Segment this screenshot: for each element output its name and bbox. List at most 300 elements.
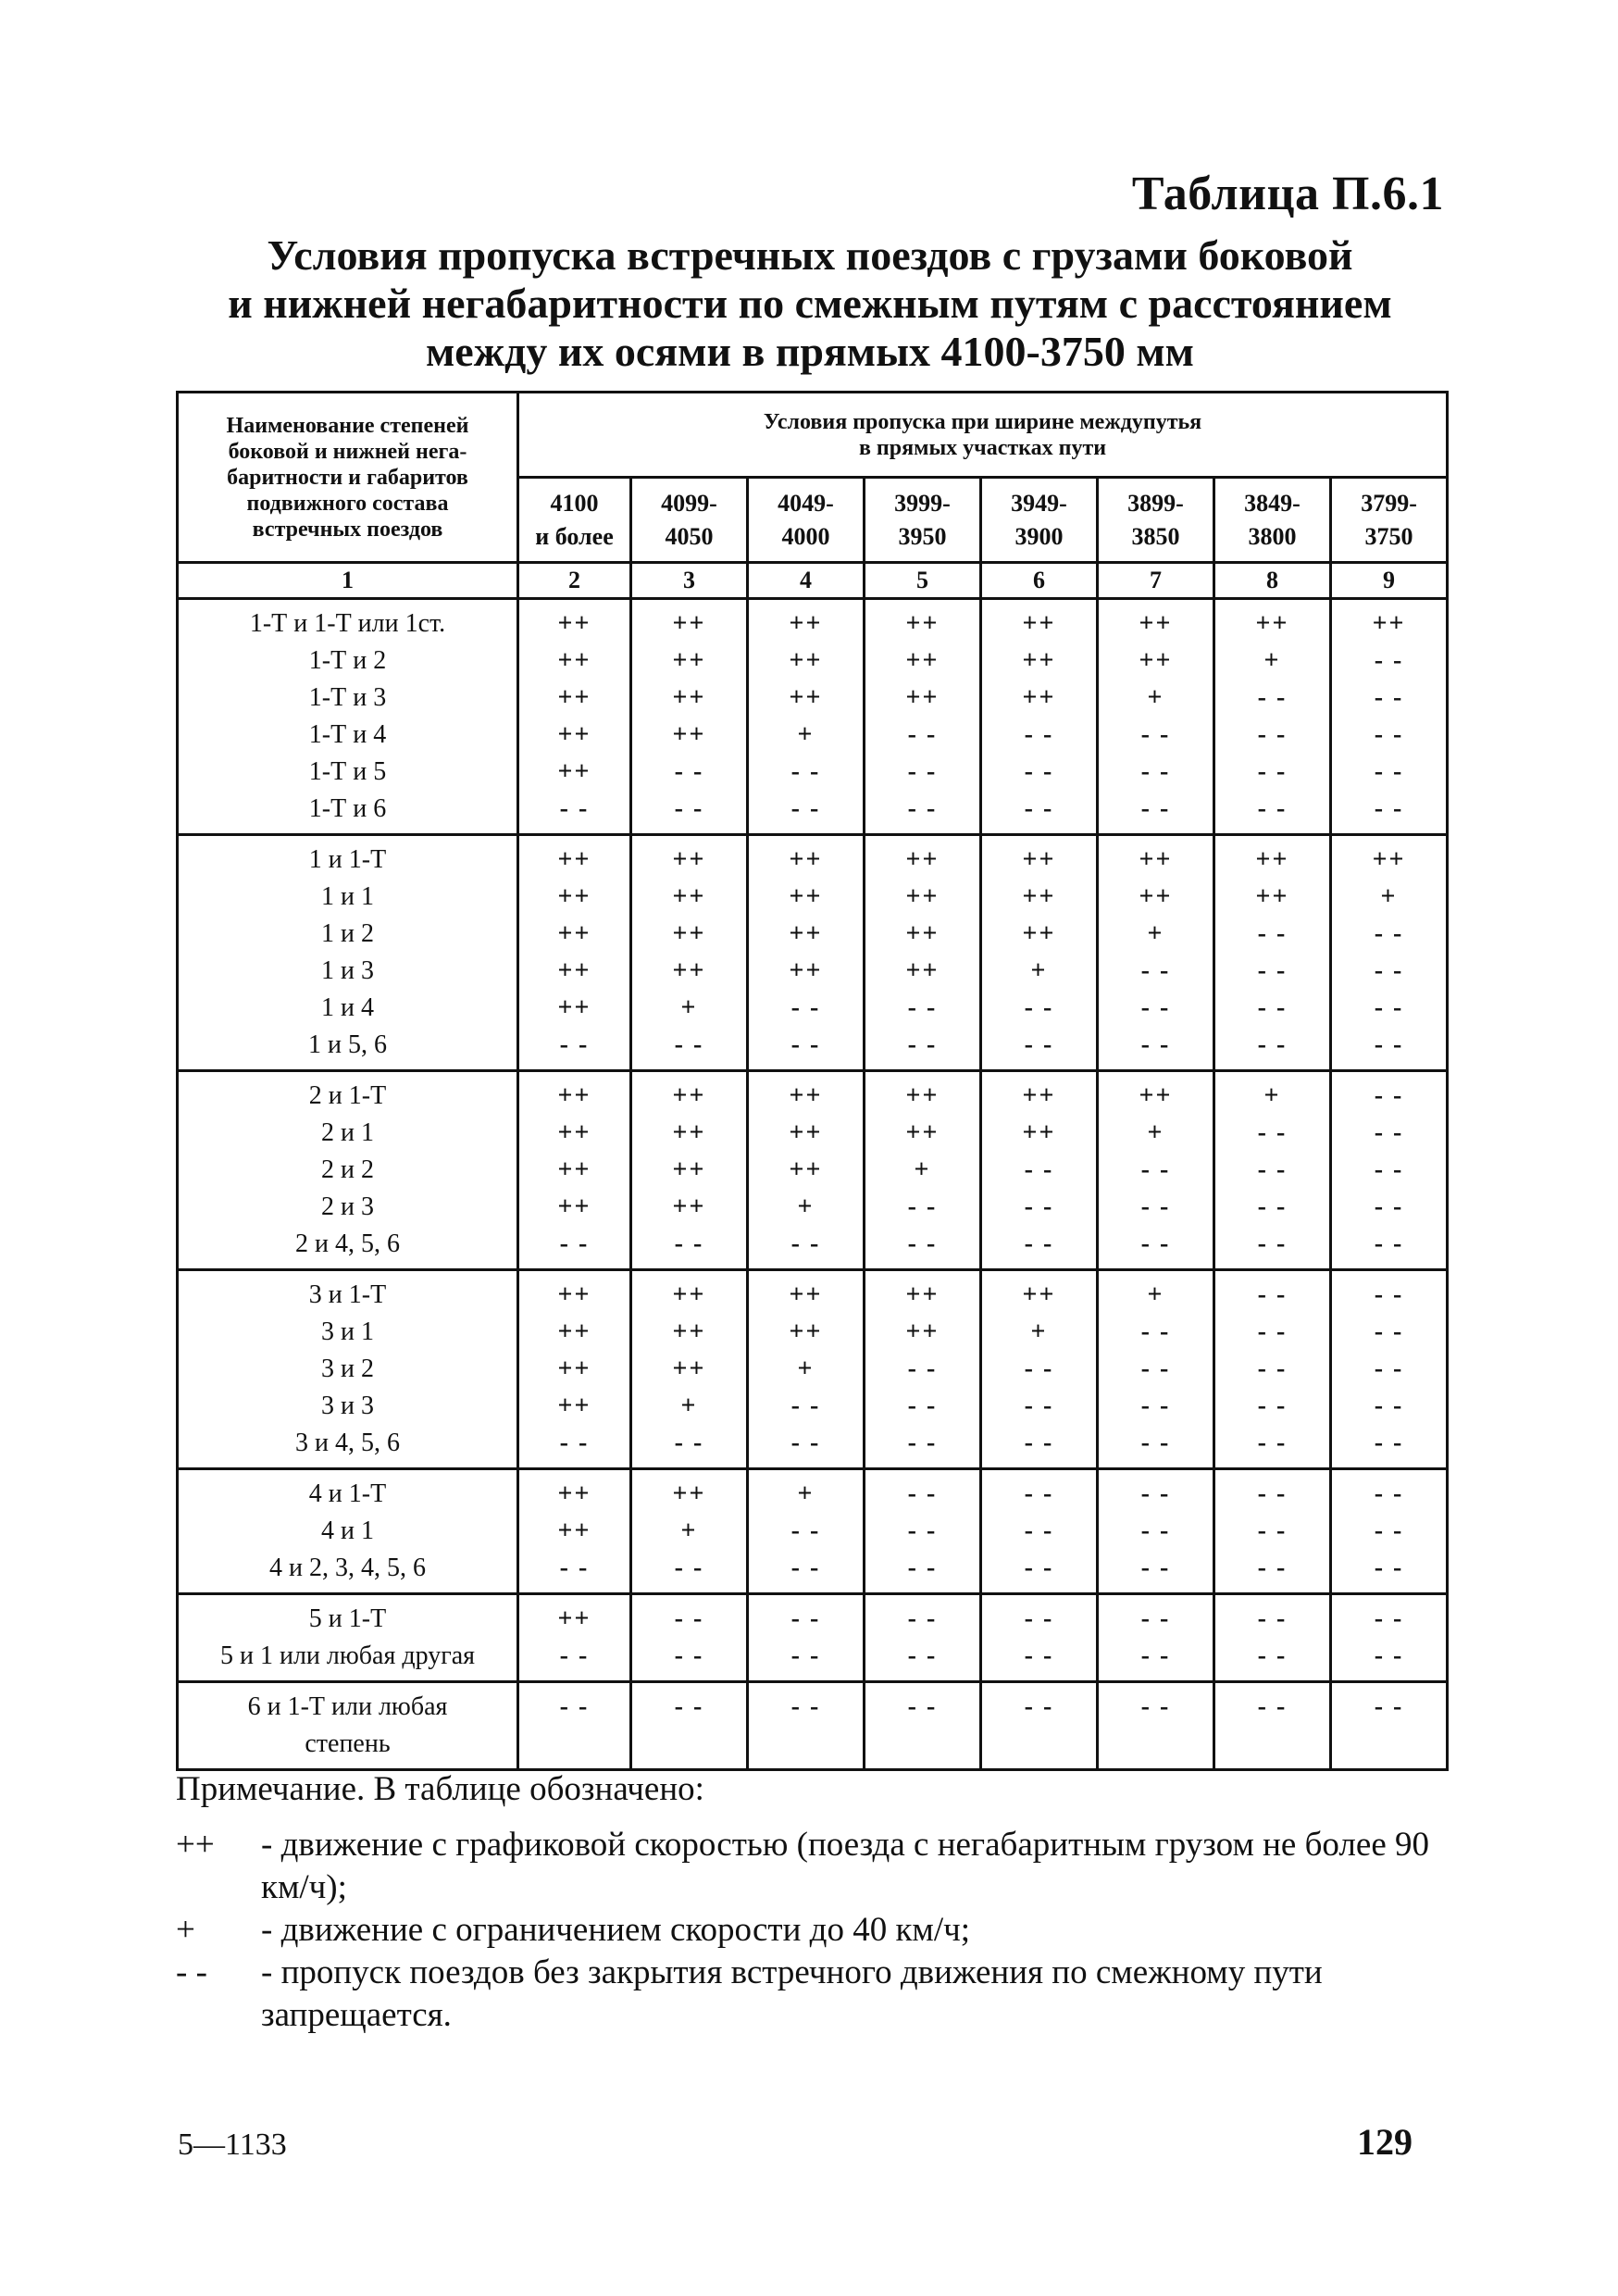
- value-column: [748, 1682, 865, 1770]
- cell-value: - -: [1140, 1155, 1171, 1184]
- row-name: 4 и 1-Т: [308, 1479, 387, 1508]
- row-name: 4 и 2, 3, 4, 5, 6: [269, 1554, 426, 1582]
- cell-value: - -: [559, 794, 590, 823]
- cell-value: [982, 1726, 1096, 1763]
- row-name: 3 и 4, 5, 6: [295, 1429, 400, 1457]
- cell-value: ++: [672, 1354, 706, 1383]
- value-column: [1098, 1594, 1214, 1682]
- value-column: [865, 1594, 981, 1682]
- title-line: Условия пропуска встречных поездов с грузами боковой: [267, 231, 1353, 279]
- row-name: 1 и 2: [321, 919, 374, 948]
- cell-value: ++: [1372, 845, 1406, 874]
- value-column: [748, 1071, 865, 1270]
- header-width-line: 4100: [550, 489, 599, 517]
- cell-value: - -: [1257, 956, 1288, 985]
- cell-value: - -: [1257, 1554, 1288, 1582]
- cell-value: ++: [1139, 1081, 1173, 1110]
- cell-value: +: [797, 1479, 815, 1508]
- row-names: [178, 1469, 518, 1594]
- cell-value: ++: [557, 1280, 591, 1309]
- cell-value: - -: [790, 1692, 821, 1721]
- cell-value: - -: [1140, 1429, 1171, 1457]
- cell-value: - -: [1024, 1155, 1054, 1184]
- value-column: [1214, 835, 1331, 1071]
- cell-value: ++: [557, 1118, 591, 1147]
- value-column: [518, 1469, 631, 1594]
- cell-value: - -: [674, 1641, 704, 1670]
- cell-value: - -: [1257, 1692, 1288, 1721]
- row-name: 2 и 4, 5, 6: [295, 1229, 400, 1258]
- value-column: [865, 599, 981, 835]
- cell-value: +: [1263, 646, 1281, 675]
- cell-value: - -: [1257, 1118, 1288, 1147]
- cell-value: +: [1147, 683, 1164, 712]
- header-width-col: [981, 478, 1098, 563]
- cell-value: ++: [905, 1280, 940, 1309]
- cell-value: ++: [789, 882, 823, 911]
- value-column: [1331, 1071, 1448, 1270]
- cell-value: ++: [789, 956, 823, 985]
- cell-value: - -: [1374, 794, 1404, 823]
- cell-value: - -: [1024, 1604, 1054, 1633]
- cell-value: - -: [1257, 757, 1288, 786]
- row-group: [178, 1071, 1448, 1270]
- cell-value: ++: [672, 1280, 706, 1309]
- header-width-col: [865, 478, 981, 563]
- header-width-line: 3849-: [1244, 489, 1301, 517]
- cell-value: ++: [789, 1155, 823, 1184]
- cell-value: - -: [559, 1030, 590, 1059]
- cell-value: ++: [672, 1192, 706, 1221]
- column-number: 4: [748, 563, 865, 599]
- cell-value: +: [680, 993, 698, 1022]
- cell-value: ++: [1022, 882, 1056, 911]
- cell-value: - -: [559, 1429, 590, 1457]
- cell-value: - -: [1374, 1280, 1404, 1309]
- cell-value: - -: [1257, 1317, 1288, 1346]
- cell-value: ++: [557, 882, 591, 911]
- cell-value: - -: [1140, 1554, 1171, 1582]
- cell-value: - -: [1374, 919, 1404, 948]
- value-column: [748, 835, 865, 1071]
- cell-value: - -: [790, 1030, 821, 1059]
- page-number: 129: [1357, 2121, 1413, 2163]
- cell-value: - -: [559, 1554, 590, 1582]
- value-column: [1214, 1469, 1331, 1594]
- note-title: Примечание. В таблице обозначено:: [176, 1770, 704, 1808]
- cell-value: - -: [790, 1516, 821, 1545]
- cell-value: - -: [1374, 1229, 1404, 1258]
- value-column: [518, 1270, 631, 1469]
- cell-value: - -: [907, 1391, 938, 1420]
- cell-value: ++: [557, 1192, 591, 1221]
- cell-value: - -: [674, 1429, 704, 1457]
- cell-value: - -: [907, 1479, 938, 1508]
- cell-value: - -: [1140, 1692, 1171, 1721]
- value-column: [1214, 1594, 1331, 1682]
- header-width-line: 3750: [1364, 522, 1413, 550]
- cell-value: ++: [905, 683, 940, 712]
- cell-value: - -: [1140, 720, 1171, 749]
- cell-value: - -: [1024, 1429, 1054, 1457]
- column-number: 9: [1331, 563, 1448, 599]
- cell-value: ++: [905, 1081, 940, 1110]
- header-width-col: [518, 478, 631, 563]
- cell-value: ++: [557, 1391, 591, 1420]
- cell-value: ++: [905, 845, 940, 874]
- header-group-line: Условия пропуска при ширине междупутья: [763, 409, 1202, 434]
- row-names: [178, 1270, 518, 1469]
- cell-value: - -: [1140, 757, 1171, 786]
- cell-value: [632, 1726, 746, 1763]
- cell-value: - -: [790, 993, 821, 1022]
- cell-value: [749, 1726, 863, 1763]
- cell-value: ++: [905, 646, 940, 675]
- header-width-col: [1214, 478, 1331, 563]
- note-text: - движение с графиковой скоростью (поезда с негабаритным грузом не более 90 км/ч);: [261, 1826, 1429, 1906]
- row-group: [178, 1594, 1448, 1682]
- cell-value: - -: [1374, 1479, 1404, 1508]
- note-text: - пропуск поездов без закрытия встречного движения по смежному пути запрещается.: [261, 1953, 1323, 2034]
- cell-value: [1332, 1726, 1446, 1763]
- cell-value: - -: [790, 1554, 821, 1582]
- cell-value: - -: [1140, 1030, 1171, 1059]
- cell-value: - -: [1024, 794, 1054, 823]
- header-width-col: [1098, 478, 1214, 563]
- value-column: [865, 835, 981, 1071]
- cell-value: - -: [907, 1354, 938, 1383]
- cell-value: [865, 1726, 979, 1763]
- cell-value: - -: [1374, 1192, 1404, 1221]
- row-group: [178, 1270, 1448, 1469]
- cell-value: +: [680, 1516, 698, 1545]
- cell-value: - -: [1257, 1641, 1288, 1670]
- cell-value: ++: [1139, 646, 1173, 675]
- cell-value: - -: [1140, 1354, 1171, 1383]
- value-column: [1098, 1270, 1214, 1469]
- cell-value: - -: [1374, 956, 1404, 985]
- cell-value: ++: [905, 609, 940, 638]
- row-names: [178, 1682, 518, 1770]
- row-names: [178, 835, 518, 1071]
- cell-value: ++: [672, 1317, 706, 1346]
- cell-value: ++: [672, 1118, 706, 1147]
- cell-value: ++: [672, 720, 706, 749]
- cell-value: - -: [1374, 646, 1404, 675]
- cell-value: ++: [789, 1118, 823, 1147]
- cell-value: - -: [1140, 1516, 1171, 1545]
- cell-value: +: [1147, 919, 1164, 948]
- header-width-line: 3800: [1248, 522, 1297, 550]
- header-name-line: баритности и габаритов: [227, 465, 468, 490]
- cell-value: ++: [789, 845, 823, 874]
- cell-value: - -: [1257, 1479, 1288, 1508]
- cell-value: - -: [1257, 683, 1288, 712]
- row-names: [178, 599, 518, 835]
- cell-value: - -: [1257, 1516, 1288, 1545]
- cell-value: - -: [1374, 1391, 1404, 1420]
- value-column: [1214, 1682, 1331, 1770]
- header-width-line: 4099-: [661, 489, 717, 517]
- value-column: [981, 835, 1098, 1071]
- cell-value: ++: [1372, 609, 1406, 638]
- cell-value: - -: [1024, 1554, 1054, 1582]
- cell-value: ++: [557, 919, 591, 948]
- row-name: 1 и 1-Т: [308, 845, 387, 874]
- row-name: 1-Т и 3: [308, 683, 387, 712]
- cell-value: ++: [789, 609, 823, 638]
- cell-value: - -: [559, 1641, 590, 1670]
- value-column: [1214, 599, 1331, 835]
- cell-value: - -: [1257, 1192, 1288, 1221]
- cell-value: +: [1030, 956, 1048, 985]
- row-group: [178, 835, 1448, 1071]
- row-name: 1-Т и 6: [308, 794, 387, 823]
- header-group-line: в прямых участках пути: [858, 435, 1107, 460]
- title-line: и нижней негабаритности по смежным путям с расстоянием: [228, 280, 1392, 327]
- cell-value: - -: [1140, 1604, 1171, 1633]
- row-name: 5 и 1 или любая другая: [219, 1641, 476, 1670]
- row-group: [178, 1469, 1448, 1594]
- row-name: 2 и 1: [321, 1118, 374, 1147]
- value-column: [1098, 1682, 1214, 1770]
- cell-value: ++: [557, 757, 591, 786]
- cell-value: +: [797, 1354, 815, 1383]
- column-number: 5: [865, 563, 981, 599]
- cell-value: - -: [1024, 1391, 1054, 1420]
- cell-value: +: [797, 720, 815, 749]
- row-name: 1 и 1: [321, 882, 374, 911]
- cell-value: ++: [672, 683, 706, 712]
- cell-value: - -: [1374, 1641, 1404, 1670]
- cell-value: - -: [907, 1030, 938, 1059]
- cell-value: ++: [1022, 609, 1056, 638]
- note-item: [176, 1909, 1453, 1952]
- value-column: [631, 1682, 748, 1770]
- cell-value: - -: [790, 1604, 821, 1633]
- cell-value: - -: [1374, 1354, 1404, 1383]
- cell-value: - -: [1257, 1391, 1288, 1420]
- header-width-line: 4000: [781, 522, 830, 550]
- cell-value: [1215, 1726, 1329, 1763]
- value-column: [865, 1682, 981, 1770]
- cell-value: ++: [557, 1081, 591, 1110]
- cell-value: - -: [674, 1604, 704, 1633]
- cell-value: - -: [1257, 794, 1288, 823]
- note-text: - движение с ограничением скорости до 40 км/ч;: [261, 1911, 970, 1949]
- cell-value: - -: [1140, 1317, 1171, 1346]
- value-column: [1098, 599, 1214, 835]
- row-name: 3 и 1: [321, 1317, 374, 1346]
- cell-value: - -: [1374, 1118, 1404, 1147]
- cell-value: - -: [790, 794, 821, 823]
- column-number: 8: [1214, 563, 1331, 599]
- cell-value: +: [1263, 1081, 1281, 1110]
- column-number: 3: [631, 563, 748, 599]
- cell-value: ++: [557, 845, 591, 874]
- cell-value: - -: [1374, 993, 1404, 1022]
- cell-value: - -: [1140, 1229, 1171, 1258]
- value-column: [631, 599, 748, 835]
- row-name: 1-Т и 5: [308, 757, 387, 786]
- value-column: [1331, 835, 1448, 1071]
- column-number: 2: [518, 563, 631, 599]
- cell-value: +: [1380, 882, 1398, 911]
- cell-value: - -: [1024, 1641, 1054, 1670]
- cell-value: - -: [674, 1554, 704, 1582]
- cell-value: - -: [1374, 1604, 1404, 1633]
- value-column: [1098, 835, 1214, 1071]
- value-column: [631, 835, 748, 1071]
- cell-value: +: [797, 1192, 815, 1221]
- column-number: 1: [178, 563, 518, 599]
- cell-value: - -: [1257, 1354, 1288, 1383]
- table-label: Таблица П.6.1: [1131, 168, 1444, 220]
- cell-value: - -: [907, 1604, 938, 1633]
- cell-value: - -: [1257, 1155, 1288, 1184]
- row-name: 5 и 1-Т: [308, 1604, 387, 1633]
- cell-value: - -: [674, 794, 704, 823]
- value-column: [981, 1071, 1098, 1270]
- footer-code: 5—1133: [178, 2128, 287, 2162]
- value-column: [518, 1682, 631, 1770]
- cell-value: - -: [1257, 1280, 1288, 1309]
- cell-value: - -: [1257, 1604, 1288, 1633]
- cell-value: ++: [905, 1118, 940, 1147]
- cell-value: ++: [905, 919, 940, 948]
- cell-value: - -: [907, 720, 938, 749]
- row-name: 1 и 4: [321, 993, 374, 1022]
- cell-value: ++: [789, 1280, 823, 1309]
- cell-value: ++: [1022, 1118, 1056, 1147]
- cell-value: - -: [907, 1641, 938, 1670]
- row-name: 1-Т и 2: [308, 646, 387, 675]
- cell-value: - -: [1140, 1192, 1171, 1221]
- cell-value: ++: [557, 646, 591, 675]
- cell-value: ++: [905, 1317, 940, 1346]
- header-width-line: 3799-: [1361, 489, 1417, 517]
- value-column: [1331, 1469, 1448, 1594]
- header-width-line: 3949-: [1011, 489, 1067, 517]
- cell-value: ++: [905, 882, 940, 911]
- note: [176, 1768, 1453, 2037]
- cell-value: ++: [789, 919, 823, 948]
- table-title: [176, 231, 1444, 376]
- row-name: 3 и 1-Т: [308, 1280, 387, 1309]
- cell-value: ++: [789, 1317, 823, 1346]
- cell-value: - -: [907, 1229, 938, 1258]
- cell-value: - -: [1140, 1391, 1171, 1420]
- value-column: [865, 1270, 981, 1469]
- cell-value: - -: [1140, 1641, 1171, 1670]
- value-column: [981, 1682, 1098, 1770]
- value-column: [1214, 1071, 1331, 1270]
- header-width-line: 3899-: [1127, 489, 1184, 517]
- cell-value: - -: [1374, 1155, 1404, 1184]
- cell-value: ++: [672, 1155, 706, 1184]
- cell-value: - -: [790, 1229, 821, 1258]
- note-symbol: +: [176, 1911, 195, 1949]
- cell-value: - -: [1140, 993, 1171, 1022]
- cell-value: - -: [790, 1429, 821, 1457]
- header-width-line: 3950: [898, 522, 947, 550]
- row-name: 2 и 1-Т: [308, 1081, 387, 1110]
- row-group: [178, 599, 1448, 835]
- row-name: 2 и 2: [321, 1155, 374, 1184]
- cell-value: ++: [905, 956, 940, 985]
- cell-value: - -: [1024, 720, 1054, 749]
- cell-value: - -: [1024, 993, 1054, 1022]
- value-column: [631, 1469, 748, 1594]
- cell-value: - -: [790, 1391, 821, 1420]
- cell-value: - -: [559, 1692, 590, 1721]
- row-name: 6 и 1-Т или любая: [247, 1692, 448, 1721]
- cell-value: - -: [674, 1229, 704, 1258]
- value-column: [981, 1469, 1098, 1594]
- value-column: [518, 1071, 631, 1270]
- cell-value: +: [1147, 1280, 1164, 1309]
- cell-value: ++: [1022, 646, 1056, 675]
- cell-value: - -: [790, 1641, 821, 1670]
- header-width-line: 3850: [1131, 522, 1180, 550]
- row-name: 4 и 1: [321, 1516, 374, 1545]
- header-width-col: [1331, 478, 1448, 563]
- cell-value: ++: [672, 956, 706, 985]
- value-column: [748, 1594, 865, 1682]
- conditions-table: [176, 391, 1449, 1771]
- header-name-line: Наименование степеней: [226, 413, 469, 438]
- value-column: [631, 1270, 748, 1469]
- row-name: 3 и 2: [321, 1354, 374, 1383]
- cell-value: +: [914, 1155, 931, 1184]
- cell-value: ++: [1022, 1280, 1056, 1309]
- cell-value: - -: [907, 1692, 938, 1721]
- cell-value: - -: [1257, 1229, 1288, 1258]
- value-column: [631, 1071, 748, 1270]
- cell-value: - -: [1374, 757, 1404, 786]
- value-column: [1331, 1682, 1448, 1770]
- cell-value: - -: [1374, 683, 1404, 712]
- cell-value: - -: [907, 794, 938, 823]
- cell-value: - -: [1024, 1030, 1054, 1059]
- cell-value: - -: [1257, 993, 1288, 1022]
- cell-value: ++: [1139, 609, 1173, 638]
- value-column: [631, 1594, 748, 1682]
- row-names: [178, 1071, 518, 1270]
- cell-value: ++: [672, 882, 706, 911]
- cell-value: ++: [789, 1081, 823, 1110]
- cell-value: - -: [1024, 1692, 1054, 1721]
- cell-value: ++: [1139, 845, 1173, 874]
- cell-value: - -: [907, 1192, 938, 1221]
- cell-value: ++: [672, 1081, 706, 1110]
- column-number: 6: [981, 563, 1098, 599]
- cell-value: ++: [557, 609, 591, 638]
- cell-value: [519, 1726, 629, 1763]
- header-width-line: и более: [535, 522, 614, 550]
- header-name-line: встречных поездов: [252, 517, 443, 542]
- cell-value: - -: [1024, 1229, 1054, 1258]
- cell-value: - -: [1024, 1354, 1054, 1383]
- cell-value: ++: [1022, 919, 1056, 948]
- header-name-line: подвижного состава: [246, 491, 449, 516]
- cell-value: - -: [1374, 1554, 1404, 1582]
- cell-value: - -: [907, 993, 938, 1022]
- cell-value: - -: [1374, 1317, 1404, 1346]
- value-column: [518, 599, 631, 835]
- cell-value: ++: [789, 646, 823, 675]
- cell-value: ++: [1022, 683, 1056, 712]
